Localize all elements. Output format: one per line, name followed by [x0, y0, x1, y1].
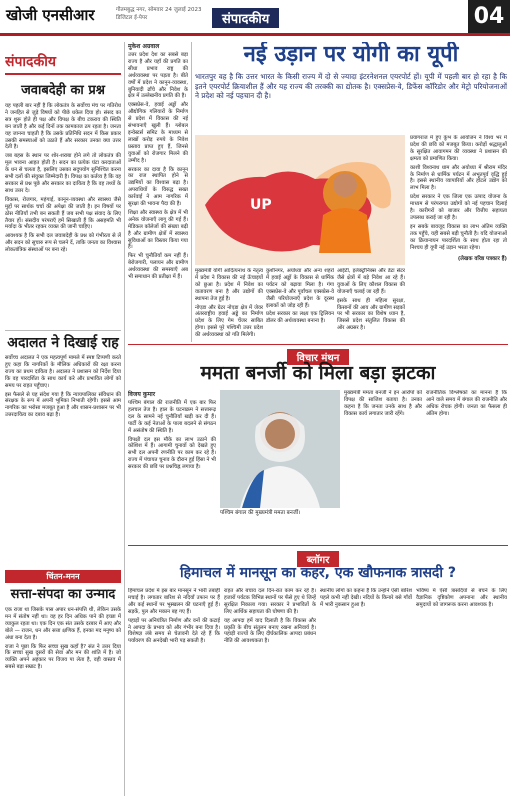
center-paragraph: शिक्षा और स्वास्थ्य के क्षेत्र में भी अनेक योजनाएँ लागू की गई हैं। मेडिकल कॉलेजों की संख्या बढ़ी है और ग्रामीण क्षेत्रों में स्वास्थ्य सुविधाओं का विस्तार किया गया है।: [128, 209, 188, 251]
chintan-strip: चिंतन-मनन: [5, 570, 121, 583]
vichar-paragraph: मुख्यमंत्री ममता बनर्जी ने इन आरोपों को विपक्ष की साजिश बताया है। उनका कहना है कि जनता उनके साथ है और विकास कार्य लगातार जारी रहेंगे।: [344, 390, 422, 417]
editorial-paragraph: यह पहली बार नहीं है कि लोकतंत्र के सर्वोच्च मंच पर गतिरोध ने जनहित से जुड़े विषयों को पीछे धकेल दिया हो। संसद का सत्र शुरू होते ही पक्ष और विपक्ष के बीच टकराव की स्थिति बन जाती है और कई दिनों तक कामकाज ठप रहता है। जनता यह जानना चाहती है कि उसके प्रतिनिधि सदन में किस प्रकार उसकी समस्याओं को उठाते हैं और सरकार उनका क्या उत्तर देती है।: [5, 103, 121, 151]
editorial-paragraph: विकास, रोजगार, महंगाई, कानून-व्यवस्था और स्वास्थ्य जैसे मुद्दों पर सार्थक चर्चा की अपेक्षा की जाती है। इन विषयों पर ठोस नीतियाँ तभी बन सकती हैं जब सभी पक्ष संवाद के लिए तैयार हों। संसदीय परंपराएँ हमें सिखाती हैं कि असहमति भी मर्यादा के भीतर रहकर व्यक्त की जानी चाहिए।: [5, 196, 121, 231]
editorial-paragraph: आवश्यक है कि सभी दल जवाबदेही के प्रश्न को गंभीरता से लें और सदन को सुचारु रूप से चलने दें, ताकि जनता का विश्वास लोकतांत्रिक संस्थाओं पर बना रहे।: [5, 233, 121, 254]
top-story-paragraph: आईटी, इलेक्ट्रॉनिक्स और डेटा सेंटर जैसे क्षेत्रों में बड़े निवेश आ रहे हैं। युवाओं के लिए कौशल विकास की योजनाएँ चलाई जा रही हैं।: [337, 268, 405, 295]
section-divider: [128, 344, 508, 345]
divider: [5, 330, 121, 331]
court-paragraph: सर्वोच्च अदालत ने एक महत्वपूर्ण मामले में स्पष्ट टिप्पणी करते हुए कहा कि नागरिकों के मौलिक अधिकारों की रक्षा करना राज्य का प्रथम दायित्व है। अदालत ने प्रशासन को निर्देश दिया कि वह पारदर्शिता के साथ कार्य करे और प्रभावित लोगों को समय पर राहत पहुँचाए।: [5, 355, 121, 389]
blogger-col-a: [128, 588, 220, 796]
blogger-paragraph: स्थानीय लोगों का कहना है कि उन्होंने ऐसी बारिश पहले कभी नहीं देखी। नदियों के किनारे बसे गाँवों में भारी नुकसान हुआ है।: [320, 588, 412, 608]
top-story-paragraph: नोएडा और ग्रेटर नोएडा क्षेत्र में जेवर अंतरराष्ट्रीय हवाई अड्डे का निर्माण प्रदेश के लिए गेम चेंजर साबित होगा। इससे पूरे पश्चिमी उत्तर प्रदेश की अर्थव्यवस्था को गति मिलेगी।: [195, 304, 263, 339]
editorial-banner: संपादकीय: [5, 52, 121, 75]
center-paragraph: एक्सप्रेस-वे, हवाई अड्डों और औद्योगिक गलियारों के निर्माण से प्रदेश में विकास की नई संभावनाएँ खुली हैं। ग्लोबल इन्वेस्टर्स समिट के माध्यम से लाखों करोड़ रुपये के निवेश प्रस्ताव प्राप्त हुए हैं, जिनसे युवाओं को रोजगार मिलने की उम्मीद है।: [128, 102, 188, 164]
blogger-col-c: [320, 588, 412, 796]
left-column-second-story: [5, 330, 121, 540]
up-map-graphic: [195, 135, 405, 265]
blogger-col-d: [416, 588, 507, 796]
blogger-paragraph: हिमाचल प्रदेश में इस बार मानसून ने भारी तबाही मचाई है। लगातार बारिश से नदियाँ उफान पर हैं और कई स्थानों पर भूस्खलन की घटनाएँ हुई हैं। सड़कें, पुल और मकान बह गए हैं।: [128, 588, 220, 615]
top-story-col-a: [195, 268, 263, 342]
top-story-col-c2: [337, 268, 405, 342]
masthead: खोजी एनसीआर: [6, 6, 95, 24]
column-divider: [124, 42, 125, 796]
top-story-paragraph: प्रदेश सरकार का लक्ष्य एक ट्रिलियन डॉलर की अर्थव्यवस्था बनाना है।: [266, 311, 334, 325]
map-label: UP: [250, 197, 272, 213]
center-paragraph: उत्तर प्रदेश देश का सबसे बड़ा राज्य है और यहाँ की प्रगति का सीधा प्रभाव राष्ट्र की अर्थव्यवस्था पर पड़ता है। बीते वर्षों में प्रदेश ने कानून-व्यवस्था, बुनियादी ढाँचे और निवेश के क्षेत्र में उल्लेखनीय प्रगति की है।: [128, 52, 188, 100]
left-column-third-story: [5, 570, 121, 796]
court-headline: अदालत ने दिखाई राह: [7, 335, 119, 351]
blogger-tag: ब्लॉगर: [297, 551, 340, 567]
center-paragraph: फिर भी चुनौतियाँ कम नहीं हैं। बेरोजगारी, पलायन और ग्रामीण अर्थव्यवस्था की समस्याएँ अब भी समाधान की प्रतीक्षा में हैं।: [128, 253, 188, 281]
vichar-headline: ममता बनर्जी को मिला बड़ा झटका: [200, 362, 436, 384]
vichar-byline: विजय कुमार: [128, 391, 156, 398]
chintan-paragraph: एक राजा था जिसके पास अपार धन-संपत्ति थी, लेकिन उसके मन में संतोष नहीं था। वह हर दिन अधिक पाने की इच्छा में व्याकुल रहता था। एक दिन एक संत उसके दरबार में आए और बोले — राजन, धन और सत्ता क्षणिक हैं, इनका मद मनुष्य को अंधा बना देता है।: [5, 607, 121, 641]
editorial-headline: जवाबदेही का प्रश्न: [21, 83, 105, 98]
top-story-col-c: [410, 135, 507, 340]
top-story-photo: [195, 135, 405, 265]
section-label: संपादकीय: [212, 8, 279, 28]
center-paragraph: सरकार का दावा है कि कानून का राज स्थापित होने से उद्यमियों का विश्वास बढ़ा है। अपराधियों के विरुद्ध सख्त कार्रवाई ने आम नागरिक में सुरक्षा की भावना पैदा की है।: [128, 166, 188, 208]
top-story-paragraph: काशी विश्वनाथ धाम और अयोध्या में श्रीराम मंदिर के निर्माण से धार्मिक पर्यटन में अभूतपूर्व वृद्धि हुई है। इससे स्थानीय व्यापारियों और होटल उद्योग को लाभ मिला है।: [410, 164, 507, 192]
top-story-paragraph: प्रदेश सरकार ने एक जिला एक उत्पाद योजना के माध्यम से परंपरागत उद्योगों को नई पहचान दिलाई है। कारीगरों को बाजार और वित्तीय सहायता उपलब्ध कराई जा रही है।: [410, 194, 507, 221]
masthead-meta: गौतमबुद्ध नगर, सोमवार 24 जुलाई 2023 डिजिटल ई-पेपर: [116, 7, 202, 21]
vichar-tag: विचार मंथन: [287, 349, 350, 365]
top-story-paragraph: कुशीनगर, अयोध्या और अन्य शहरों में हवाई अड्डों के विकास से धार्मिक पर्यटन को बढ़ावा मिला है। गंगा एक्सप्रेस-वे और पूर्वांचल एक्सप्रेस-वे जैसी परियोजनाएँ प्रदेश के दूरस्थ इलाकों को जोड़ रही हैं।: [266, 268, 334, 309]
top-story-col-b: [266, 268, 334, 342]
top-story-paragraph: मुख्यमंत्री योगी आदित्यनाथ के नेतृत्व में प्रदेश ने विकास की नई ऊँचाइयों को छुआ है। प्रदेश में निवेश का वातावरण बना है और उद्योगों की स्थापना तेज हुई है।: [195, 268, 263, 302]
column-divider: [191, 42, 192, 342]
top-story-paragraph: इसके साथ ही महिला सुरक्षा, किसानों की आय और ग्रामीण सड़कों पर भी सरकार का विशेष ध्यान है, जिससे प्रदेश संतुलित विकास की ओर अग्रसर है।: [337, 297, 405, 332]
blogger-paragraph: भविष्य में ऐसी त्रासदियों से बचने के लिए वैज्ञानिक दृष्टिकोण अपनाना और स्थानीय समुदायों को जागरूक करना आवश्यक है।: [416, 588, 507, 608]
top-story-paragraph: इन सबके बावजूद विकास का लाभ अंतिम व्यक्ति तक पहुँचे, यही सबसे बड़ी चुनौती है। यदि योजनाओं का क्रियान्वयन पारदर्शिता के साथ होता रहा तो निश्चय ही यूपी नई उड़ान भरता रहेगा।: [410, 223, 507, 251]
blogger-headline: हिमाचल में मानसून का कहर, एक खौफनाक त्रासदी ?: [180, 565, 456, 581]
top-story-headline: नई उड़ान पर योगी का यूपी: [243, 42, 459, 67]
vichar-paragraph: विपक्षी दल इस मौके का लाभ उठाने की कोशिश में हैं। आगामी चुनावों को देखते हुए सभी दल अपनी रणनीति पर काम कर रहे हैं। राज्य में पंचायत चुनाव के दौरान हुई हिंसा ने भी सरकार की छवि पर प्रश्नचिह्न लगाया है।: [128, 436, 216, 471]
author-note: (लेखक वरिष्ठ पत्रकार हैं): [457, 255, 507, 262]
vichar-col-a: [128, 390, 216, 540]
top-story-lede: भारतपुर वह है कि उत्तर भारत के किसी राज्य में दो से ज्यादा इंटरनेशनल एयरपोर्ट हों। यूपी में पहली बार हो रहा है कि इतने एयरपोर्ट क्रियाशील हैं और यह राज्य की तरक्की का द्योतक है। एक्सप्रेस-वे, डिफेंस कॉरिडोर और मेट्रो परियोजनाओं ने प्रदेश को नई पहचान दी है।: [195, 72, 507, 101]
court-paragraph: इस फैसले से यह संदेश गया है कि न्यायपालिका संविधान की संरक्षक के रूप में अपनी भूमिका निभाती रहेगी। इससे आम नागरिक का भरोसा मजबूत हुआ है और शासन-प्रशासन पर भी उत्तरदायित्व का दबाव बढ़ा है।: [5, 391, 121, 419]
vichar-photo: [220, 390, 340, 508]
vichar-col-c: [426, 390, 507, 540]
chintan-headline: सत्ता-संपदा का उन्माद: [10, 587, 116, 602]
top-story-paragraph: प्रयागराज में हुए कुंभ के आयोजन ने विश्व भर में प्रदेश की छवि को मजबूत किया। करोड़ों श्रद्धालुओं के सुरक्षित आवागमन की व्यवस्था ने प्रशासन की क्षमता को प्रमाणित किया।: [410, 135, 507, 162]
chintan-paragraph: राजा ने पूछा कि फिर सच्चा सुख कहाँ है? संत ने उत्तर दिया कि सच्चा सुख दूसरों की सेवा और मन की शांति में है। जो व्यक्ति अपने अहंकार पर विजय पा लेता है, वही वास्तव में सबसे बड़ा सम्राट है।: [5, 643, 121, 671]
page-header: [0, 0, 510, 36]
vichar-col-b: [344, 390, 422, 540]
blogger-paragraph: राहत और बचाव दल दिन-रात काम कर रहे हैं। हजारों पर्यटक विभिन्न स्थानों पर फँसे हुए थे जिन्हें सुरक्षित निकाला गया। सरकार ने प्रभावितों के लिए आर्थिक सहायता की घोषणा की है।: [224, 588, 316, 615]
section-divider: [128, 545, 508, 546]
center-byline: मुकेश अग्रवाल: [128, 43, 160, 50]
center-column: [128, 42, 188, 342]
person-photo-graphic: [220, 390, 340, 508]
vichar-paragraph: राजनीतिक विश्लेषकों का मानना है कि आने वाले समय में बंगाल की राजनीति और अधिक रोचक होगी। जनता का फैसला ही अंतिम होगा।: [426, 390, 507, 417]
page-number: 04: [468, 0, 510, 33]
blogger-paragraph: यह आपदा हमें याद दिलाती है कि विकास और प्रकृति के बीच संतुलन बनाए रखना अनिवार्य है। पहाड़ी राज्यों के लिए दीर्घकालिक आपदा प्रबंधन नीति की आवश्यकता है।: [224, 617, 316, 645]
editorial-paragraph: जब बहस के स्थान पर शोर-शराबा होने लगे तो लोकतंत्र की मूल भावना आहत होती है। सदन का प्रत्येक घंटा करदाताओं के धन से चलता है, इसलिए उसका सदुपयोग सुनिश्चित करना सभी दलों की संयुक्त जिम्मेदारी है। विपक्ष का कर्तव्य है कि वह सरकार से प्रश्न पूछे और सरकार का दायित्व है कि वह तथ्यों के साथ उत्तर दे।: [5, 153, 121, 194]
blogger-paragraph: पहाड़ों पर अनियंत्रित निर्माण और वनों की कटाई ने आपदा के प्रभाव को और गंभीर बना दिया है। विशेषज्ञ लंबे समय से चेतावनी देते रहे हैं कि पर्यावरण की अनदेखी भारी पड़ सकती है।: [128, 617, 220, 645]
vichar-caption: पश्चिम बंगाल की मुख्यमंत्री ममता बनर्जी।: [220, 510, 301, 516]
blogger-col-b: [224, 588, 316, 796]
top-story-head: [195, 42, 507, 132]
vichar-paragraph: पश्चिम बंगाल की राजनीति में एक बार फिर हलचल तेज है। हाल के घटनाक्रम ने सत्तारूढ़ दल के सामने नई चुनौतियाँ खड़ी कर दी हैं। पार्टी के कई नेताओं के पाला बदलने से संगठन में असंतोष की स्थिति है।: [128, 400, 216, 434]
